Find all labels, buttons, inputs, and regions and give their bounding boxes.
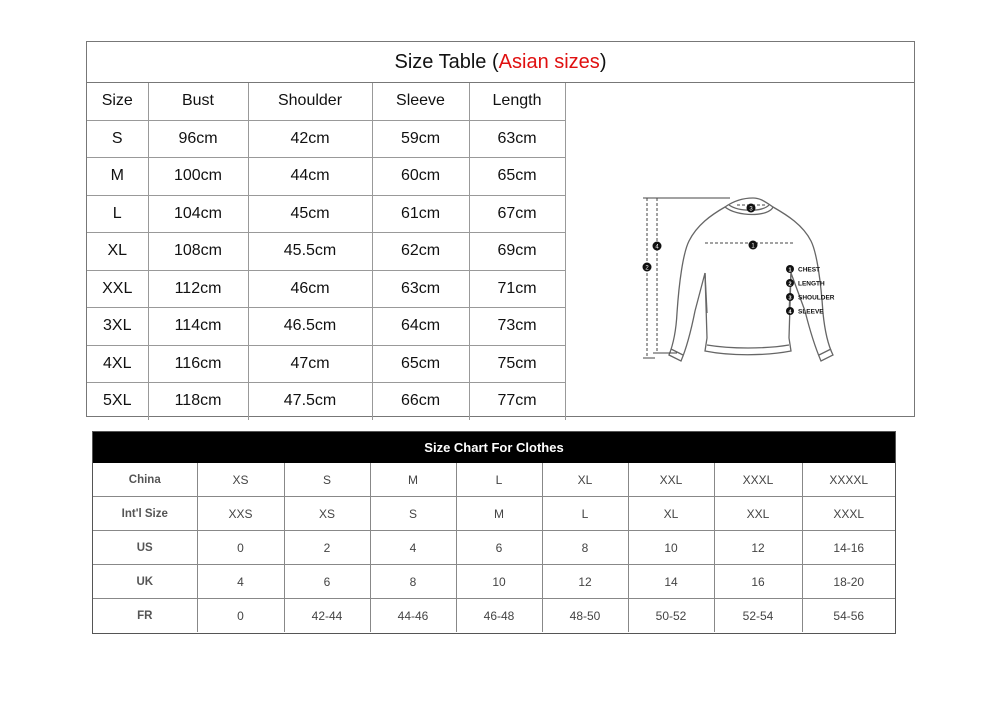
table-cell: 4XL bbox=[87, 345, 148, 383]
table-cell: 71cm bbox=[469, 270, 565, 308]
title-end: ) bbox=[599, 50, 607, 73]
table-cell: 104cm bbox=[148, 195, 248, 233]
table-cell: XS bbox=[197, 463, 284, 497]
table-row bbox=[93, 565, 895, 599]
table-cell: 118cm bbox=[148, 383, 248, 420]
table-row bbox=[87, 383, 565, 420]
table-cell: 66cm bbox=[372, 383, 469, 420]
table-cell: 50-52 bbox=[628, 599, 714, 633]
table-row bbox=[87, 233, 565, 271]
table-cell: 47.5cm bbox=[248, 383, 372, 420]
table-header-row bbox=[87, 83, 565, 120]
table-cell: 6 bbox=[456, 531, 542, 565]
header-cell: Bust bbox=[148, 83, 248, 120]
marker-sleeve bbox=[653, 242, 662, 251]
header-cell: Length bbox=[469, 83, 565, 120]
table-cell: 0 bbox=[197, 531, 284, 565]
row-label: China bbox=[93, 463, 197, 497]
marker-shoulder bbox=[747, 204, 756, 213]
table-cell: XL bbox=[87, 233, 148, 271]
svg-text:SLEEVE: SLEEVE bbox=[798, 308, 824, 316]
table-row bbox=[87, 120, 565, 158]
table-cell: S bbox=[87, 120, 148, 158]
table-cell: XXXL bbox=[802, 497, 895, 531]
table-cell: 64cm bbox=[372, 308, 469, 346]
table-row bbox=[93, 497, 895, 531]
table-cell: M bbox=[370, 463, 456, 497]
table-cell: 65cm bbox=[372, 345, 469, 383]
svg-text:4: 4 bbox=[788, 309, 792, 316]
row-label: Int'l Size bbox=[93, 497, 197, 531]
svg-text:2: 2 bbox=[788, 281, 792, 288]
table-cell: XXL bbox=[714, 497, 802, 531]
table-row bbox=[93, 463, 895, 497]
table-cell: 112cm bbox=[148, 270, 248, 308]
svg-text:LENGTH: LENGTH bbox=[798, 280, 825, 288]
table-cell: 65cm bbox=[469, 158, 565, 196]
table-cell: S bbox=[284, 463, 370, 497]
legend-item-length bbox=[786, 279, 825, 288]
header-cell: Shoulder bbox=[248, 83, 372, 120]
measurement-table bbox=[87, 83, 566, 420]
table-cell: XS bbox=[284, 497, 370, 531]
table-cell: 100cm bbox=[148, 158, 248, 196]
table-cell: 62cm bbox=[372, 233, 469, 271]
legend-item-shoulder bbox=[786, 293, 835, 302]
table-cell: L bbox=[542, 497, 628, 531]
svg-text:CHEST: CHEST bbox=[798, 266, 821, 274]
svg-text:4: 4 bbox=[655, 244, 659, 251]
table-cell: 46.5cm bbox=[248, 308, 372, 346]
table-cell: 44cm bbox=[248, 158, 372, 196]
size-chart-title: Size Chart For Clothes bbox=[93, 432, 895, 463]
row-label: US bbox=[93, 531, 197, 565]
title-accent: Asian sizes bbox=[498, 50, 600, 73]
table-cell: 3XL bbox=[87, 308, 148, 346]
table-cell: XXXL bbox=[714, 463, 802, 497]
table-cell: 114cm bbox=[148, 308, 248, 346]
svg-text:2: 2 bbox=[645, 265, 649, 272]
measurement-ticks bbox=[643, 198, 730, 358]
table-row bbox=[93, 599, 895, 633]
measurement-lines bbox=[647, 198, 793, 358]
size-table-title bbox=[87, 42, 914, 83]
row-label: UK bbox=[93, 565, 197, 599]
table-cell: 47cm bbox=[248, 345, 372, 383]
table-row bbox=[87, 195, 565, 233]
table-cell: 69cm bbox=[469, 233, 565, 271]
table-row bbox=[87, 308, 565, 346]
table-cell: 0 bbox=[197, 599, 284, 633]
marker-length bbox=[643, 263, 652, 272]
table-cell: 10 bbox=[628, 531, 714, 565]
table-cell: 42-44 bbox=[284, 599, 370, 633]
table-cell: 2 bbox=[284, 531, 370, 565]
svg-text:SHOULDER: SHOULDER bbox=[798, 294, 835, 302]
table-cell: 60cm bbox=[372, 158, 469, 196]
table-cell: 12 bbox=[714, 531, 802, 565]
table-cell: 6 bbox=[284, 565, 370, 599]
row-label: FR bbox=[93, 599, 197, 633]
table-row bbox=[87, 158, 565, 196]
table-cell: 54-56 bbox=[802, 599, 895, 633]
table-cell: 14 bbox=[628, 565, 714, 599]
table-cell: L bbox=[87, 195, 148, 233]
table-cell: 63cm bbox=[469, 120, 565, 158]
table-cell: 4 bbox=[197, 565, 284, 599]
diagram-legend bbox=[786, 265, 835, 316]
size-conversion-table bbox=[93, 463, 895, 632]
svg-text:3: 3 bbox=[788, 295, 792, 302]
table-cell: 10 bbox=[456, 565, 542, 599]
table-cell: 45cm bbox=[248, 195, 372, 233]
table-cell: M bbox=[456, 497, 542, 531]
table-cell: 12 bbox=[542, 565, 628, 599]
table-cell: 67cm bbox=[469, 195, 565, 233]
table-cell: L bbox=[456, 463, 542, 497]
table-cell: XXXXL bbox=[802, 463, 895, 497]
table-cell: 8 bbox=[542, 531, 628, 565]
table-cell: XXS bbox=[197, 497, 284, 531]
table-cell: 8 bbox=[370, 565, 456, 599]
table-cell: 75cm bbox=[469, 345, 565, 383]
table-cell: 52-54 bbox=[714, 599, 802, 633]
table-row bbox=[93, 531, 895, 565]
table-cell: 61cm bbox=[372, 195, 469, 233]
legend-item-sleeve bbox=[786, 307, 824, 316]
table-cell: XL bbox=[542, 463, 628, 497]
table-cell: XXL bbox=[628, 463, 714, 497]
table-cell: 18-20 bbox=[802, 565, 895, 599]
table-cell: 14-16 bbox=[802, 531, 895, 565]
table-cell: 45.5cm bbox=[248, 233, 372, 271]
size-table bbox=[86, 41, 915, 417]
table-cell: 73cm bbox=[469, 308, 565, 346]
table-cell: 96cm bbox=[148, 120, 248, 158]
sweater-outline-icon bbox=[669, 198, 833, 361]
table-cell: 42cm bbox=[248, 120, 372, 158]
table-cell: 46-48 bbox=[456, 599, 542, 633]
table-cell: 48-50 bbox=[542, 599, 628, 633]
size-chart bbox=[92, 431, 896, 634]
svg-text:1: 1 bbox=[788, 267, 792, 274]
table-cell: 108cm bbox=[148, 233, 248, 271]
header-cell: Size bbox=[87, 83, 148, 120]
table-cell: 63cm bbox=[372, 270, 469, 308]
table-cell: 44-46 bbox=[370, 599, 456, 633]
header-cell: Sleeve bbox=[372, 83, 469, 120]
table-row bbox=[87, 270, 565, 308]
table-cell: 77cm bbox=[469, 383, 565, 420]
legend-item-chest bbox=[786, 265, 820, 274]
table-cell: 4 bbox=[370, 531, 456, 565]
sweater-measurement-diagram bbox=[565, 83, 914, 416]
svg-text:3: 3 bbox=[749, 206, 753, 213]
title-main: Size Table ( bbox=[394, 50, 499, 73]
table-cell: 46cm bbox=[248, 270, 372, 308]
table-cell: XXL bbox=[87, 270, 148, 308]
table-cell: XL bbox=[628, 497, 714, 531]
table-cell: 59cm bbox=[372, 120, 469, 158]
table-cell: 16 bbox=[714, 565, 802, 599]
table-cell: 116cm bbox=[148, 345, 248, 383]
table-row bbox=[87, 345, 565, 383]
marker-chest bbox=[749, 241, 758, 250]
svg-text:1: 1 bbox=[751, 243, 755, 250]
table-cell: M bbox=[87, 158, 148, 196]
table-cell: S bbox=[370, 497, 456, 531]
table-cell: 5XL bbox=[87, 383, 148, 420]
